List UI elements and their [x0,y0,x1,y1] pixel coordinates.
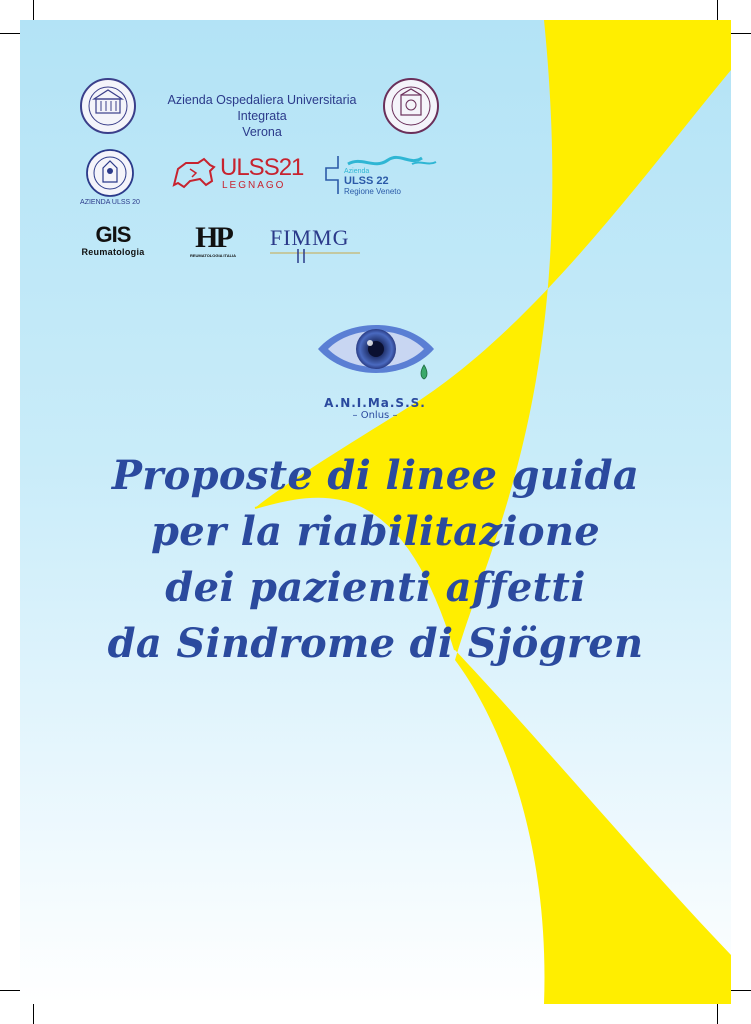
crop-mark [0,33,22,34]
ulss21-logo [170,154,304,195]
gis-reumatologia-logo [80,223,146,258]
ulss21-city: LEGNAGO [222,180,286,191]
crop-mark [33,0,34,22]
gis-title: GIS [95,222,131,247]
hp-subtitle: REUMATOLOGIA ITALIA [189,253,237,258]
association-block [315,396,435,422]
gis-subtitle: Reumatologia [81,247,145,257]
hp-title: HP [195,221,231,254]
title-line: per la riabilitazione [150,508,600,555]
crop-mark [33,1002,34,1024]
association-name: A.N.I.Ma.S.S. [324,396,426,410]
university-seal-left-logo [79,77,137,135]
university-seal-right-logo [382,77,440,135]
fimmg-logo [270,225,360,265]
ulss22-prefix: Azienda [344,168,370,175]
title-line: da Sindrome di Sjögren [107,620,644,667]
crop-mark [729,33,751,34]
ulss22-logo [322,148,438,200]
lion-icon [170,155,218,193]
hospital-title: Azienda Ospedaliera Universitaria Integrata [167,93,357,123]
hp-reumatologia-logo [188,223,238,259]
hospital-city: Verona [242,125,282,139]
ulss22-name: ULSS 22 [344,175,389,187]
ulss20-caption: AZIENDA ULSS 20 [80,199,140,206]
hospital-name [144,92,380,140]
title-line: Proposte di linee guida [111,452,640,499]
fimmg-title: FIMMG [270,225,350,250]
ulss22-region: Regione Veneto [344,187,401,196]
fimmg-underline-icon [270,249,360,265]
title-line: dei pazienti affetti [165,564,586,611]
ulss20-seal-logo [80,148,140,206]
association-subtitle: – Onlus – [352,410,398,421]
document-title [60,448,691,672]
ulss21-brand: ULSS21 [220,154,304,181]
crop-mark [729,990,751,991]
eye-tear-icon [316,315,436,385]
crop-mark [717,1002,718,1024]
crop-mark [0,990,22,991]
crop-mark [717,0,718,22]
cover-page [20,20,731,1004]
